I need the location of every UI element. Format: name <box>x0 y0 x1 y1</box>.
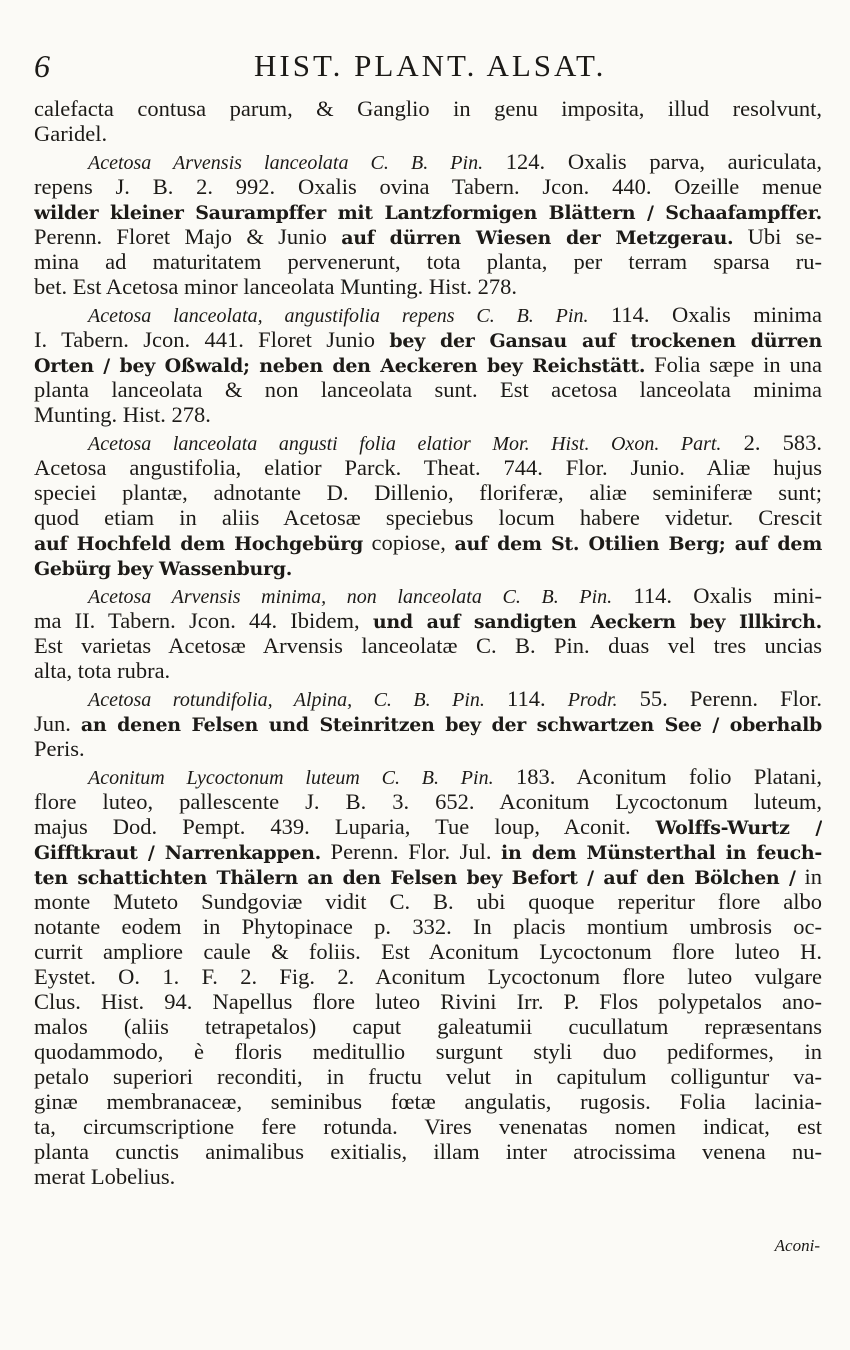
text-segment: monte Muteto Sundgoviæ vidit C. B. ubi quoque reperitur flore albo <box>34 889 822 914</box>
text-line <box>34 764 822 789</box>
text-segment: 55. Perenn. Flor. <box>617 686 822 711</box>
text-line <box>34 249 822 274</box>
text-segment: 124. Oxalis parva, auriculata, <box>483 149 822 174</box>
text-line <box>34 1039 822 1064</box>
text-segment: mina ad maturitatem pervenerunt, tota planta, per terram sparsa ru- <box>34 249 822 274</box>
text-segment: 114. Oxalis minima <box>588 302 822 327</box>
text-segment: petalo superiori reconditi, in fructu velut in capitulum colliguntur va- <box>34 1064 822 1089</box>
text-line <box>34 736 822 761</box>
italic-citation: Acetosa lanceolata angusti folia elatior Mor. Hist. Oxon. Part. <box>88 433 722 455</box>
fraktur-text: Gebürg bey Wassenburg. <box>34 558 293 580</box>
text-line <box>34 914 822 939</box>
text-line <box>34 199 822 224</box>
text-segment: Est varietas Acetosæ Arvensis lanceolatæ C. B. Pin. duas vel tres uncias <box>34 633 822 658</box>
text-segment: Peris. <box>34 736 85 761</box>
fraktur-text: auf dem St. Otilien Berg; auf dem <box>454 533 822 555</box>
italic-citation: Acetosa rotundifolia, Alpina, C. B. Pin. <box>88 689 485 711</box>
text-segment: Acetosa angustifolia, elatior Parck. Theat. 744. Flor. Junio. Aliæ hujus <box>34 455 822 480</box>
text-line <box>34 814 822 839</box>
text-segment: ginæ membranaceæ, seminibus fœtæ angulatis, rugosis. Folia lacinia- <box>34 1089 822 1114</box>
text-segment: 114. <box>484 686 568 711</box>
text-line <box>34 96 822 121</box>
text-body <box>34 96 822 1189</box>
fraktur-text: Orten / bey Oßwald; neben den Aeckeren bey Reichstätt. <box>34 355 646 377</box>
fraktur-text: wilder kleiner Saurampffer mit Lantzformigen Blättern / Schaafampffer. <box>34 202 822 224</box>
text-segment: I. Tabern. Jcon. 441. Floret Junio <box>34 327 390 352</box>
page-number: 6 <box>34 48 50 84</box>
text-segment: flore luteo, pallescente J. B. 3. 652. Aconitum Lycoctonum luteum, <box>34 789 822 814</box>
text-line <box>34 989 822 1014</box>
text-segment: majus Dod. Pempt. 439. Luparia, Tue loup, Aconit. <box>34 814 656 839</box>
text-segment: notante eodem in Phytopinace p. 332. In placis montium umbrosis oc- <box>34 914 822 939</box>
text-line <box>34 658 822 683</box>
fraktur-text: ten schattichten Thälern an den Felsen bey Befort / auf den Bölchen / <box>34 867 796 889</box>
text-line <box>34 480 822 505</box>
text-segment: copiose, <box>362 530 455 555</box>
text-line <box>34 352 822 377</box>
fraktur-text: bey der Gansau auf trockenen dürren <box>389 330 822 352</box>
text-segment: ta, circumscriptione fere rotunda. Vires venenatas nomen indicat, est <box>34 1114 822 1139</box>
fraktur-text: auf Hochfeld dem Hochgebürg <box>34 533 363 555</box>
italic-citation: Acetosa lanceolata, angustifolia repens C. B. Pin. <box>88 305 589 327</box>
text-line <box>34 939 822 964</box>
text-line <box>34 224 822 249</box>
text-segment: quodammodo, è floris meditullio surgunt styli duo pediformes, in <box>34 1039 822 1064</box>
fraktur-text: in dem Münsterthal in feuch- <box>501 842 822 864</box>
text-line <box>34 121 822 146</box>
text-line <box>34 633 822 658</box>
text-line <box>34 1064 822 1089</box>
fraktur-text: Gifftkraut / Narrenkappen. <box>34 842 322 864</box>
fraktur-text: an denen Felsen und Steinritzen bey der schwartzen See / oberhalb <box>80 714 822 736</box>
text-segment: Eystet. O. 1. F. 2. Fig. 2. Aconitum Lycoctonum flore luteo vulgare <box>34 964 822 989</box>
text-line <box>34 686 822 711</box>
text-line <box>34 530 822 555</box>
text-segment: 114. Oxalis mini- <box>612 583 822 608</box>
text-line <box>34 789 822 814</box>
text-segment: Folia sæpe in una <box>645 352 822 377</box>
text-line <box>34 1089 822 1114</box>
italic-citation: Acetosa Arvensis minima, non lanceolata C. B. Pin. <box>88 586 613 608</box>
text-line <box>34 1164 822 1189</box>
text-line <box>34 174 822 199</box>
text-line <box>34 864 822 889</box>
text-line <box>34 711 822 736</box>
text-segment: ma II. Tabern. Jcon. 44. Ibidem, <box>34 608 373 633</box>
text-line <box>34 1139 822 1164</box>
catchword: Aconi- <box>774 1236 820 1255</box>
text-segment: planta cunctis animalibus exitialis, illam inter atrocissima venena nu- <box>34 1139 822 1164</box>
text-segment: Ubi se- <box>733 224 822 249</box>
text-line <box>34 964 822 989</box>
text-line <box>34 302 822 327</box>
text-segment: planta lanceolata & non lanceolata sunt. Est acetosa lanceolata minima <box>34 377 822 402</box>
text-line <box>34 583 822 608</box>
italic-citation: Aconitum Lycoctonum luteum C. B. Pin. <box>88 767 494 789</box>
text-line <box>34 274 822 299</box>
text-segment: in <box>795 864 822 889</box>
text-segment: Munting. Hist. 278. <box>34 402 211 427</box>
text-segment: quod etiam in aliis Acetosæ speciebus locum habere videtur. Crescit <box>34 505 822 530</box>
text-segment: speciei plantæ, adnotante D. Dillenio, floriferæ, aliæ seminiferæ sunt; <box>34 480 822 505</box>
text-line <box>34 505 822 530</box>
text-segment: Perenn. Flor. Jul. <box>321 839 502 864</box>
text-segment: 2. 583. <box>721 430 822 455</box>
fraktur-text: Wolffs-Wurtz / <box>655 817 822 839</box>
text-segment: Perenn. Floret Majo & Junio <box>34 224 342 249</box>
text-segment: currit ampliore caule & foliis. Est Aconitum Lycoctonum flore luteo H. <box>34 939 822 964</box>
text-line <box>34 149 822 174</box>
text-segment: malos (aliis tetrapetalos) caput galeatumii cucullatum repræsentans <box>34 1014 822 1039</box>
fraktur-text: und auf sandigten Aeckern bey Illkirch. <box>372 611 822 633</box>
text-segment: bet. Est Acetosa minor lanceolata Munting. Hist. 278. <box>34 274 518 299</box>
text-segment: Garidel. <box>34 121 108 146</box>
text-segment: Clus. Hist. 94. Napellus flore luteo Rivini Irr. P. Flos polypetalos ano- <box>34 989 822 1014</box>
italic-citation: Acetosa Arvensis lanceolata C. B. Pin. <box>88 152 484 174</box>
text-segment: merat Lobelius. <box>34 1164 176 1189</box>
running-head: HIST. PLANT. ALSAT. <box>254 48 607 83</box>
text-segment: calefacta contusa parum, & Ganglio in genu imposita, illud resolvunt, <box>34 96 822 121</box>
text-line <box>34 1014 822 1039</box>
text-line <box>34 839 822 864</box>
text-line <box>34 327 822 352</box>
text-line <box>34 889 822 914</box>
text-segment: Jun. <box>34 711 81 736</box>
text-line <box>34 608 822 633</box>
fraktur-text: auf dürren Wiesen der Metzgerau. <box>341 227 734 249</box>
text-line <box>34 1114 822 1139</box>
text-line <box>34 455 822 480</box>
text-segment: 183. Aconitum folio Platani, <box>493 764 822 789</box>
italic-citation: Prodr. <box>567 689 618 711</box>
text-line <box>34 555 822 580</box>
page-header <box>34 44 824 92</box>
text-segment: repens J. B. 2. 992. Oxalis ovina Tabern. Jcon. 440. Ozeille menue <box>34 174 822 199</box>
text-line <box>34 377 822 402</box>
text-line <box>34 430 822 455</box>
text-segment: alta, tota rubra. <box>34 658 171 683</box>
text-line <box>34 402 822 427</box>
